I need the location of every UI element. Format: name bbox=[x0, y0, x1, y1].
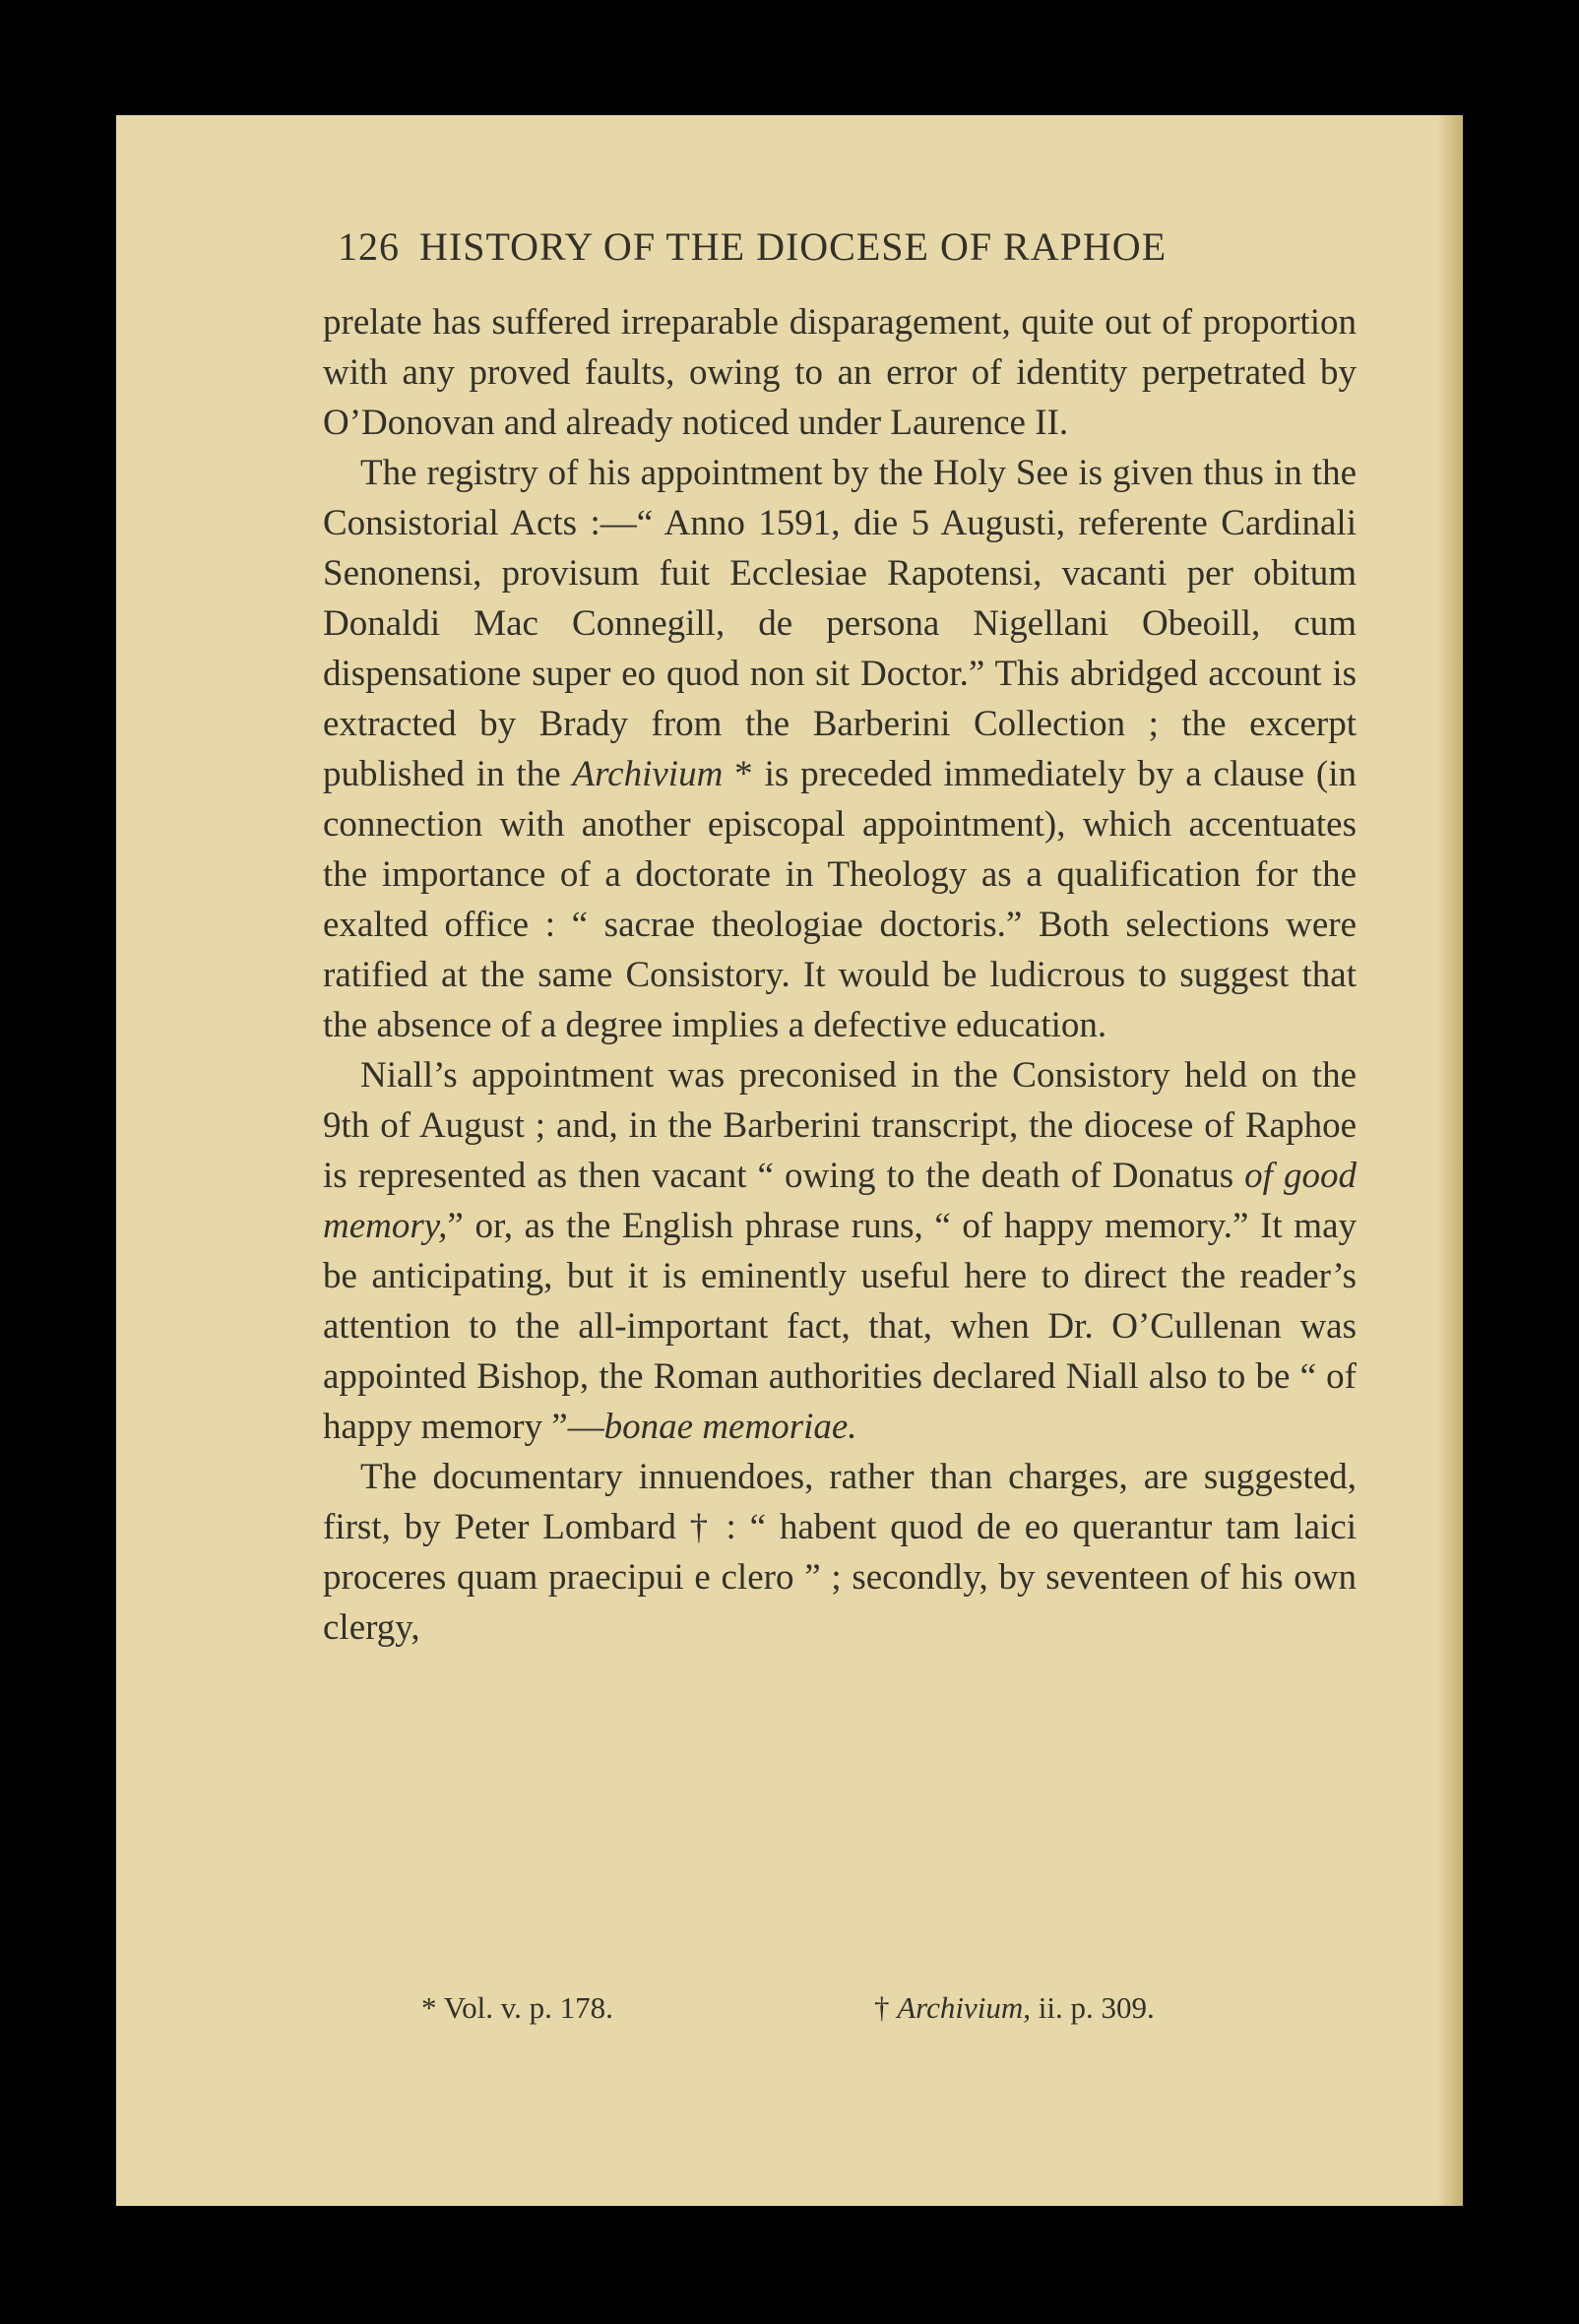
paragraph-2-text-b: * is preceded immediately by a clause (in connection with another episcopal appointment), which accentuates the importance of a doctorate in Theology as a qualification for the exalted office : “ sacrae theologiae doctoris.” Both selections were ratified at the same Consistory. It would be ludicrous to suggest that the absence of a degree implies a defective education. bbox=[323, 754, 1357, 1045]
footnote-2-title: Archivium, bbox=[897, 1990, 1031, 2025]
paragraph-3 bbox=[323, 1050, 1357, 1452]
body-text bbox=[323, 297, 1357, 1653]
running-head bbox=[338, 223, 1352, 270]
paragraph-2-italic-archivium: Archivium bbox=[572, 754, 724, 794]
paragraph-3-italic-bonae-memoriae: bonae memoriae. bbox=[603, 1407, 857, 1447]
page-number: 126 bbox=[338, 224, 400, 269]
footnote-1: * Vol. v. p. 178. bbox=[421, 1990, 613, 2025]
book-page bbox=[116, 115, 1463, 2206]
paragraph-3-text-a: Niall’s appointment was preconised in the Consistory held on the 9th of August ; and, in the Barberini transcript, the diocese of Raphoe is represented as then vacant “ owing to the death of Donatus bbox=[323, 1055, 1357, 1196]
footnote-2 bbox=[874, 1990, 1155, 2026]
footnote-2-rest: ii. p. 309. bbox=[1030, 1990, 1155, 2025]
footnote-2-mark: † bbox=[874, 1990, 898, 2025]
paragraph-2 bbox=[323, 448, 1357, 1050]
paragraph-3-italic-good-memory: of good memory, bbox=[323, 1156, 1357, 1246]
page-edge bbox=[1437, 115, 1463, 2206]
paragraph-4-text: The documentary innuendoes, rather than charges, are suggested, first, by Peter Lombard † : “ habent quod de eo querantur tam laici proceres quam praecipui e clero ” ; secondly, by seventeen of his own clergy, bbox=[323, 1457, 1357, 1648]
running-head-title: HISTORY OF THE DIOCESE OF RAPHOE bbox=[419, 224, 1168, 269]
paragraph-3-text-b: ” or, as the English phrase runs, “ of happy memory.” It may be anticipating, but it is eminently useful here to direct the reader’s attention to the all-important fact, that, when Dr. O’Cullenan was appointed Bishop, the Roman authorities declared Niall also to be “ of happy memory ”— bbox=[323, 1206, 1357, 1447]
paragraph-2-text-a: The registry of his appointment by the Holy See is given thus in the Consistorial Acts :—“ Anno 1591, die 5 Augusti, referente Cardinali Senonensi, provisum fuit Ecclesiae Rapotensi, vacanti per obitum Donaldi Mac Connegill, de persona Nigellani Obeoill, cum dispensatione super eo quod non sit Doctor.” This abridged account is extracted by Brady from the Barberini Collection ; the excerpt published in the bbox=[323, 453, 1357, 794]
paragraph-4 bbox=[323, 1452, 1357, 1653]
paragraph-1 bbox=[323, 297, 1357, 448]
paragraph-1-text: prelate has suffered irreparable disparagement, quite out of proportion with any proved faults, owing to an error of identity perpetrated by O’Donovan and already noticed under Laurence II. bbox=[323, 302, 1357, 443]
